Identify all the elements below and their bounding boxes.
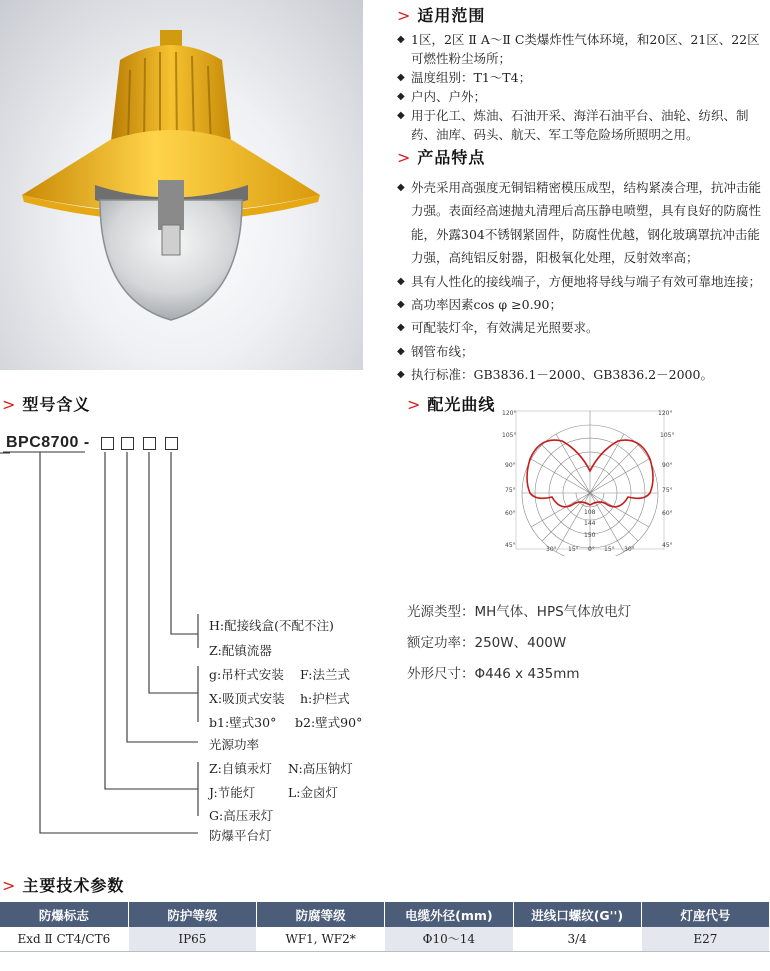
model-code: BPC8700 - — [6, 434, 90, 451]
table-header: 防爆标志 — [0, 902, 128, 927]
list-item: ◆ 高功率因素cos φ ≥0.90； — [397, 293, 770, 316]
list-item: ◆ 执行标准：GB3836.1－2000、GB3836.2－2000。 — [397, 363, 770, 386]
angle-label: 120° — [502, 410, 517, 417]
code-box-2 — [121, 437, 134, 450]
legend-g: g:吊杆式安装 — [209, 667, 284, 682]
list-item: ◆ 用于化工、炼油、石油开采、海洋石油平台、油轮、纺织、制药、油库、码头、航天、军工等危险场所照明之用。 — [397, 106, 769, 144]
list-item: ◆ 钢管布线； — [397, 340, 770, 363]
arrow-icon: > — [397, 6, 412, 25]
params-title: > 主要技术参数 — [2, 876, 125, 895]
angle-label: 30° — [624, 546, 635, 553]
table-header: 进线口螺纹(G'') — [513, 902, 641, 927]
list-item: ◆ 1区，2区 Ⅱ A～Ⅱ C类爆炸性气体环境，和20区、21区、22区可燃性粉尘场所； — [397, 30, 769, 68]
angle-label: 105° — [660, 432, 675, 439]
arrow-icon: > — [2, 876, 17, 895]
arrow-icon: > — [2, 395, 17, 414]
angle-label: 30° — [546, 546, 557, 553]
legend-power: 光源功率 — [209, 737, 260, 752]
spec-source: 光源类型：MH气体、HPS气体放电灯 — [407, 604, 632, 620]
legend-z-ballast: Z:配镇流器 — [209, 643, 272, 658]
table-header: 灯座代号 — [641, 902, 769, 927]
table-cell: WF1, WF2* — [257, 927, 385, 951]
spec-power: 额定功率：250W、400W — [407, 635, 567, 651]
legend-h-guard: h:护栏式 — [300, 691, 350, 706]
table-cell: Exd Ⅱ CT4/CT6 — [0, 927, 128, 951]
arrow-icon: > — [397, 148, 412, 167]
legend-j: J:节能灯 — [209, 785, 256, 800]
legend-x: X:吸顶式安装 — [209, 691, 285, 706]
legend-f: F:法兰式 — [300, 667, 350, 682]
angle-label: 60° — [662, 510, 673, 517]
code-box-3 — [143, 437, 156, 450]
code-box-4 — [165, 437, 178, 450]
scope-list — [397, 30, 769, 144]
scope-title: > 适用范围 — [397, 6, 486, 25]
angle-label: 90° — [662, 462, 673, 469]
list-item: ◆ 可配装灯伞，有效满足光照要求。 — [397, 316, 770, 339]
legend-g-mercury: G:高压汞灯 — [209, 808, 274, 823]
legend-h: H:配接线盒(不配不注) — [209, 618, 334, 633]
table-header: 电缆外径(mm) — [385, 902, 513, 927]
angle-label: 120° — [658, 410, 673, 417]
table-header: 防腐等级 — [257, 902, 385, 927]
features-list — [397, 176, 770, 387]
angle-label: 105° — [502, 432, 517, 439]
radial-label: 144 — [584, 520, 596, 527]
code-box-1 — [101, 437, 114, 450]
light-curve-title: > 配光曲线 — [407, 395, 496, 414]
product-photo — [0, 0, 363, 370]
angle-label: 60° — [505, 510, 516, 517]
spec-size: 外形尺寸：Φ446 x 435mm — [407, 666, 580, 682]
list-item: ◆ 外壳采用高强度无铜铝精密模压成型，结构紧凑合理，抗冲击能力强。表面经高速抛丸清理后高压静电喷塑，具有良好的防腐性能，外露304不锈钢紧固件，防腐性优越，钢化玻璃罩抗冲击能力强，高纯铝反射器，阳极氧化处理，反射效率高； — [397, 176, 770, 270]
table-header-row — [0, 902, 770, 927]
angle-label: 75° — [505, 487, 516, 494]
model-title: > 型号含义 — [2, 395, 91, 414]
legend-name: 防爆平台灯 — [209, 828, 272, 843]
legend-l: L:金卤灯 — [288, 785, 339, 800]
lamp-illustration — [0, 0, 363, 370]
model-tree-lines — [0, 450, 220, 840]
table-row — [0, 927, 770, 951]
table-cell: 3/4 — [513, 927, 641, 951]
table-header: 防护等级 — [128, 902, 256, 927]
angle-label: 90° — [505, 462, 516, 469]
legend-n: N:高压钠灯 — [288, 761, 353, 776]
arrow-icon: > — [407, 395, 422, 414]
radial-label: 108 — [584, 509, 596, 516]
angle-label: 15° — [568, 546, 579, 553]
angle-label: 75° — [662, 487, 673, 494]
light-distribution-chart — [500, 401, 680, 556]
angle-label: 0° — [588, 546, 595, 553]
table-cell: Φ10～14 — [385, 927, 513, 951]
angle-label: 15° — [604, 546, 615, 553]
params-table — [0, 902, 770, 952]
legend-b2: b2:壁式90° — [295, 715, 363, 730]
legend-z-mercury: Z:自镇汞灯 — [209, 761, 272, 776]
angle-label: 45° — [662, 542, 673, 549]
radial-label: 150 — [584, 532, 596, 539]
legend-b1: b1:壁式30° — [209, 715, 277, 730]
table-cell: IP65 — [128, 927, 256, 951]
angle-label: 45° — [505, 542, 516, 549]
features-title: > 产品特点 — [397, 148, 486, 167]
list-item: ◆ 温度组别：T1～T4； — [397, 68, 769, 87]
list-item: ◆ 户内、户外； — [397, 87, 769, 106]
list-item: ◆ 具有人性化的接线端子，方便地将导线与端子有效可靠地连接； — [397, 270, 770, 293]
table-cell: E27 — [641, 927, 769, 951]
